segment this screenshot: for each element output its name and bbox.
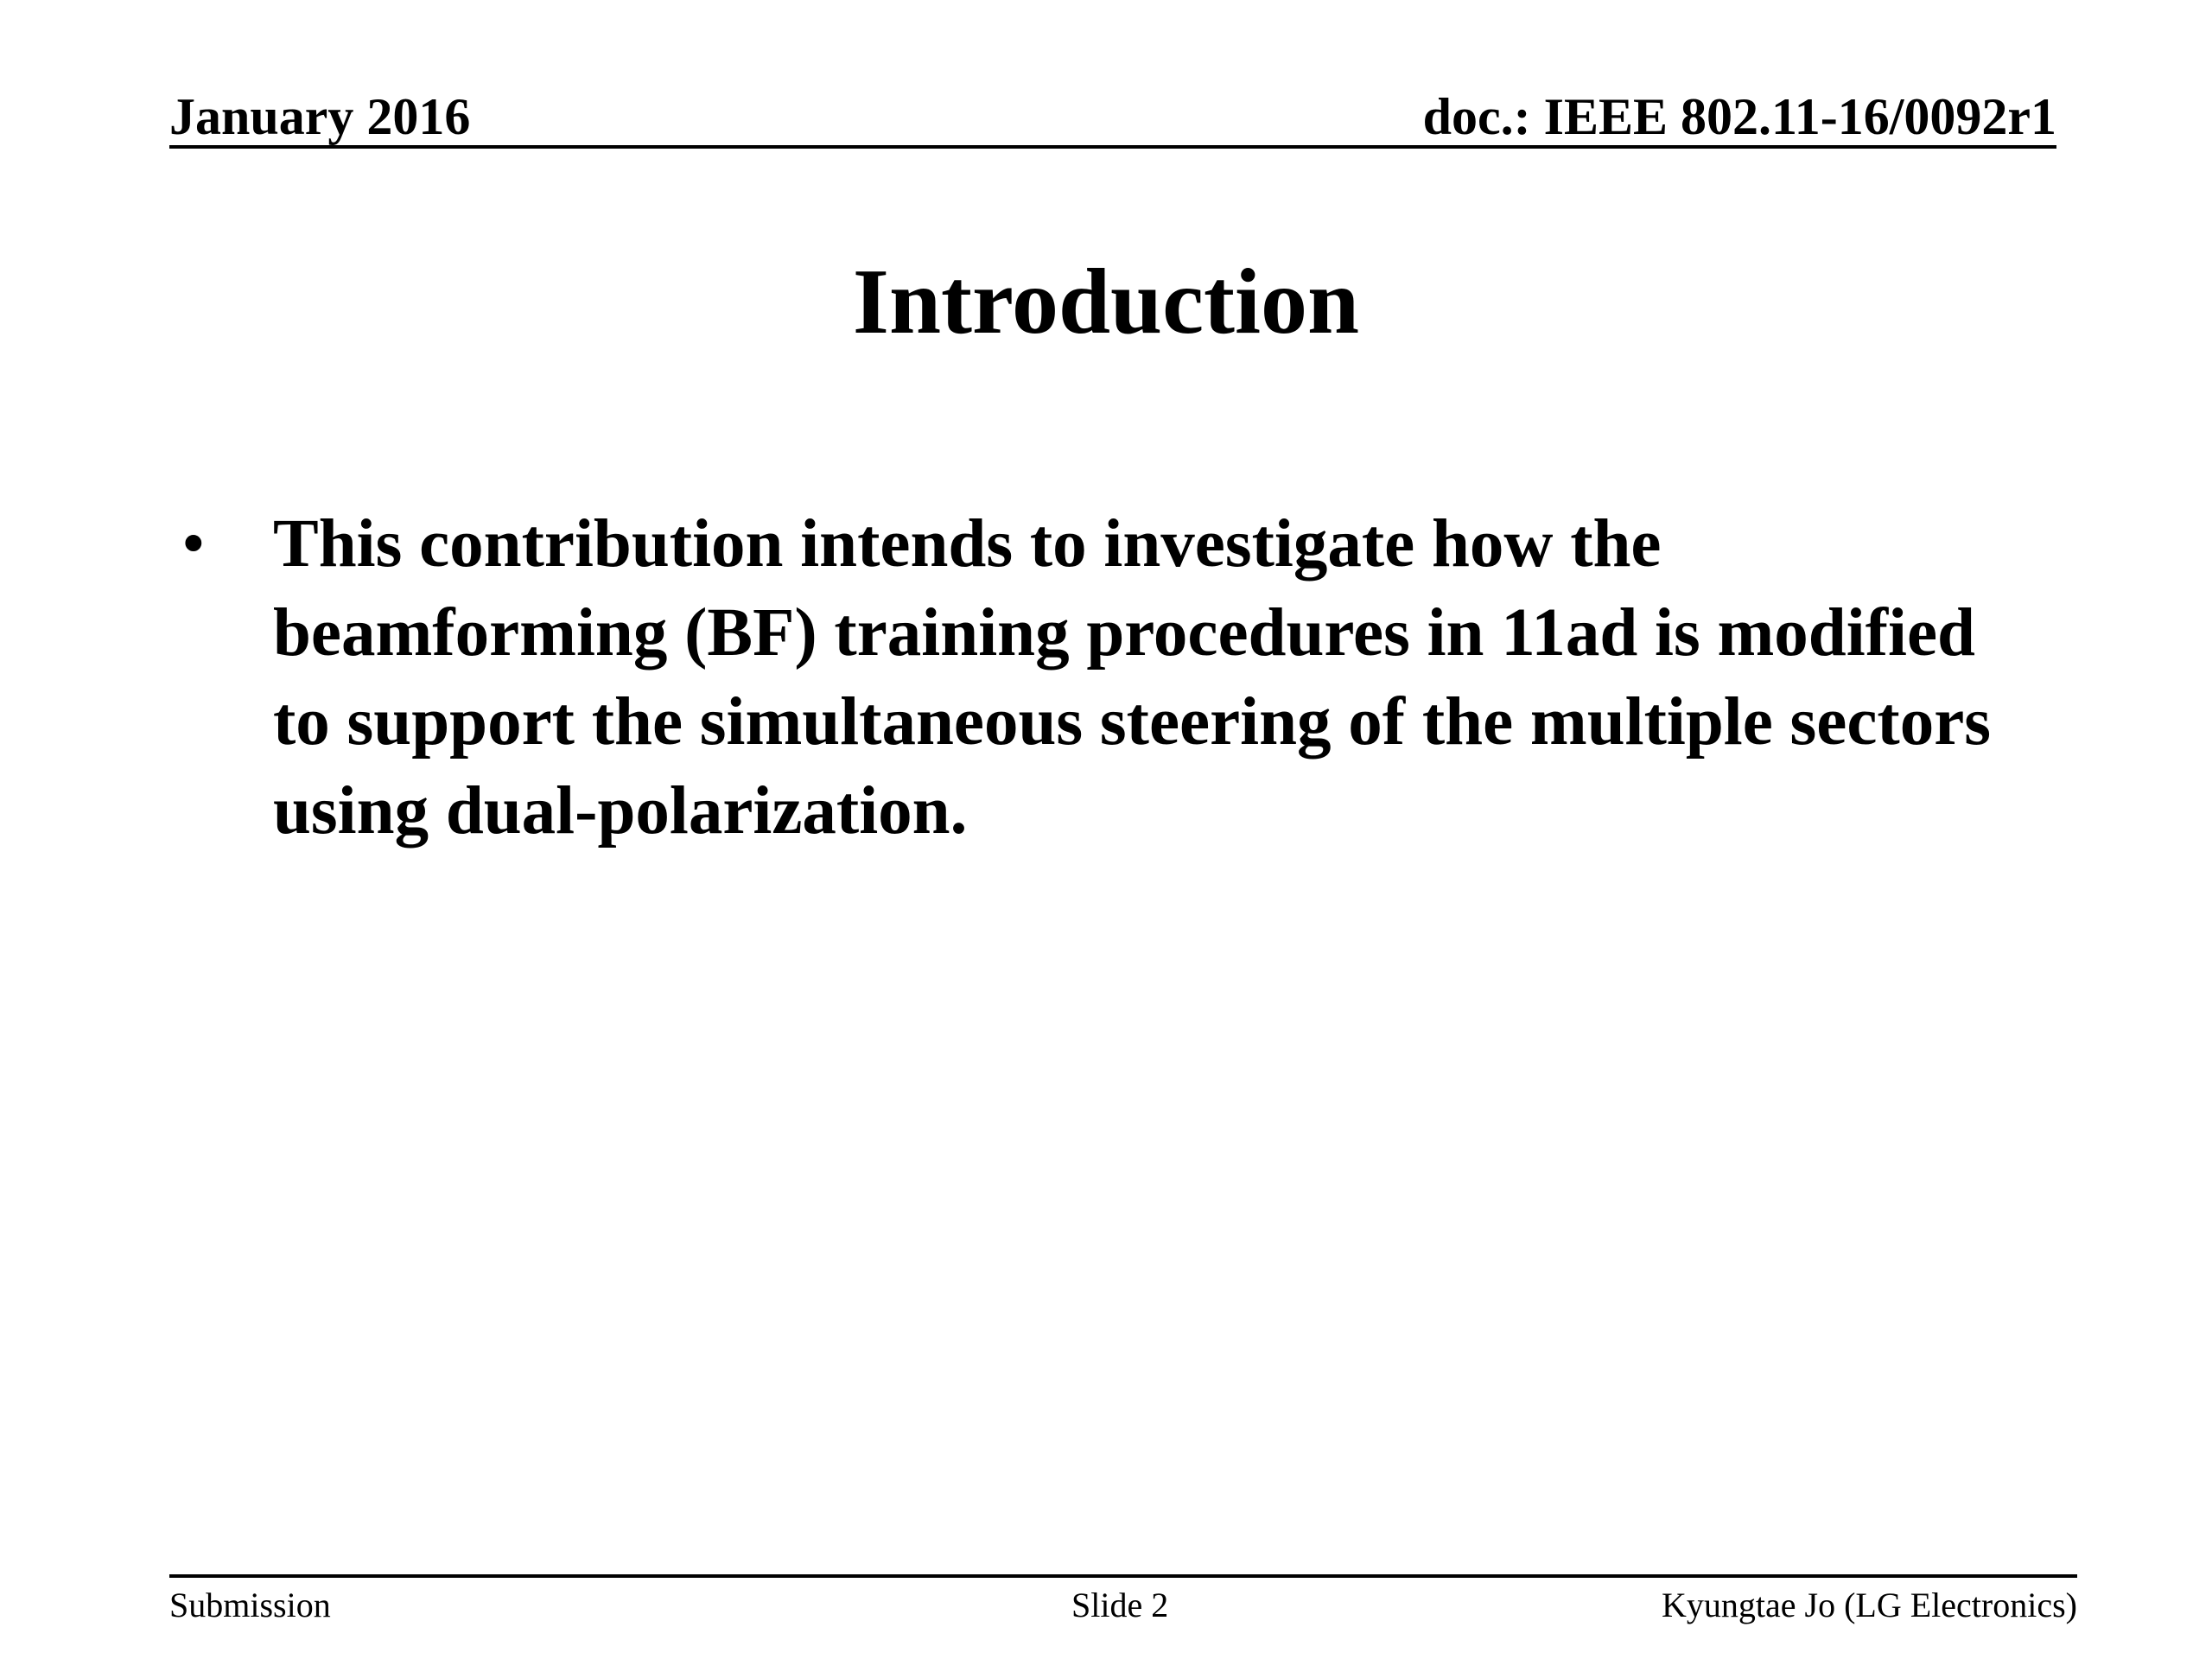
slide-title: Introduction <box>852 251 1360 353</box>
bullet-list <box>181 499 2013 855</box>
header-date: January 2016 <box>169 88 471 145</box>
bullet-text: This contribution intends to investigate how the beamforming (BF) training procedures in 11ad is modified to support the simultaneous steering of the multiple sectors using dual-polarization. <box>273 506 1992 849</box>
footer-author: Kyungtae Jo (LG Electronics) <box>1662 1586 2077 1624</box>
footer-divider <box>169 1574 2077 1578</box>
header-divider <box>169 145 2056 149</box>
bullet-icon: • <box>181 506 206 582</box>
footer-slide-number: Slide 2 <box>1071 1586 1169 1624</box>
bullet-item <box>181 499 2013 855</box>
footer-submission: Submission <box>169 1586 331 1624</box>
header-doc-id: doc.: IEEE 802.11-16/0092r1 <box>1422 88 2056 145</box>
